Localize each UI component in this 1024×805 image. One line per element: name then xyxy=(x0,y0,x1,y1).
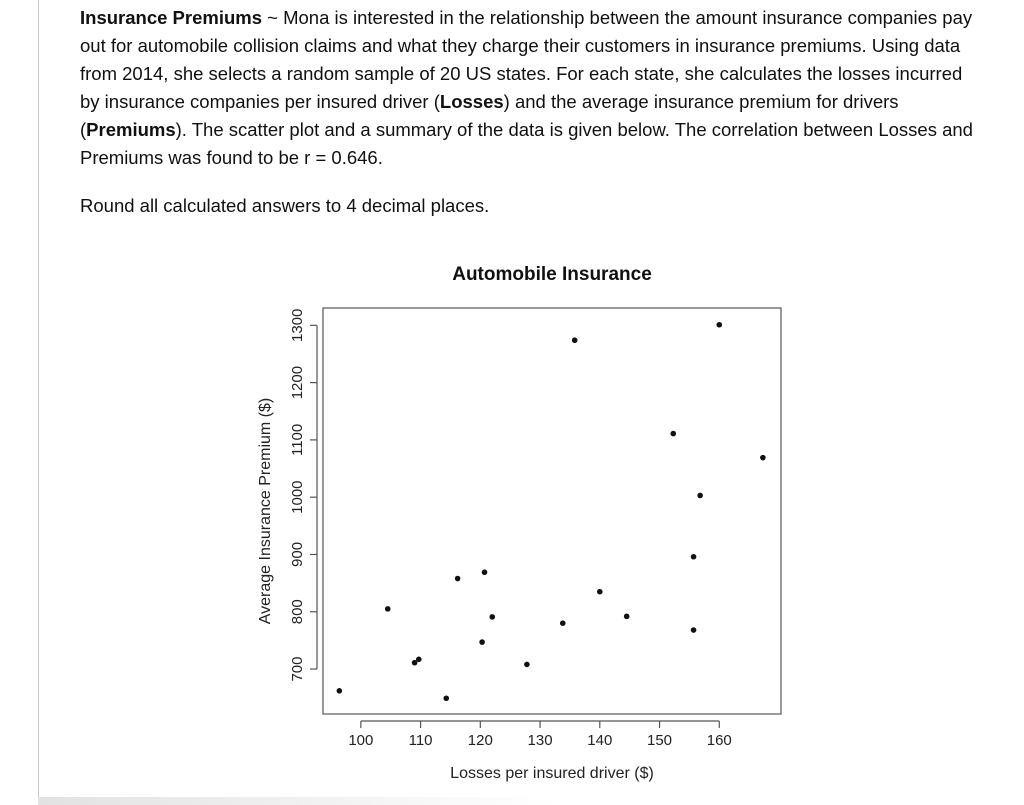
y-tick-label: 700 xyxy=(289,656,306,682)
data-point xyxy=(416,656,422,662)
y-tick-label: 1300 xyxy=(289,308,306,343)
question-text-part-2: ) and the average insurance premium for drivers ( xyxy=(80,91,899,140)
data-point xyxy=(455,576,461,582)
chart-title: Automobile Insurance xyxy=(452,264,652,285)
x-tick-label: 160 xyxy=(706,732,732,749)
x-axis xyxy=(348,721,731,749)
question-text-part-1: Mona is interested in the relationship between the amount insurance companies pay out for automobile collision claims and what they charge their customers in insurance premiums. Using data from 2014, she selects a random sample of 20 US states. For each state, she calculates the losses incurred by insurance companies per insured driver ( xyxy=(80,7,973,112)
data-point xyxy=(597,589,603,595)
x-axis-label: Losses per insured driver ($) xyxy=(450,765,654,782)
data-point xyxy=(560,620,566,626)
losses-term: Losses xyxy=(439,91,504,112)
data-point xyxy=(482,569,488,575)
question-text-part-3: ). The scatter plot and a summary of the data is given below. The correlation between Losses and Premiums was found to be r = 0.646. xyxy=(80,119,973,168)
x-tick-label: 130 xyxy=(527,732,553,749)
data-point xyxy=(716,322,722,328)
data-point xyxy=(337,688,343,694)
data-point xyxy=(670,431,676,437)
data-point xyxy=(697,493,703,499)
premiums-term: Premiums xyxy=(86,119,176,140)
data-point xyxy=(572,337,578,343)
rounding-note: Round all calculated answers to 4 decimal places. xyxy=(80,195,490,216)
y-axis-label: Average Insurance Premium ($) xyxy=(257,397,274,625)
x-tick-label: 100 xyxy=(348,732,374,749)
data-point xyxy=(524,662,530,668)
data-point xyxy=(624,614,630,620)
data-point xyxy=(479,639,485,645)
y-tick-label: 900 xyxy=(289,541,306,567)
y-tick-label: 1000 xyxy=(289,480,306,514)
data-point xyxy=(443,695,449,701)
data-point xyxy=(760,455,766,461)
x-tick-label: 140 xyxy=(587,732,613,749)
question-title: Insurance Premiums xyxy=(80,7,262,28)
x-tick-label: 150 xyxy=(647,732,673,749)
x-tick-label: 120 xyxy=(467,732,493,749)
y-tick-label: 1100 xyxy=(289,423,306,457)
title-separator: ~ xyxy=(262,7,284,28)
plot-frame xyxy=(323,308,781,714)
data-point xyxy=(385,606,391,612)
data-point xyxy=(691,627,697,633)
data-points xyxy=(337,322,766,701)
y-tick-label: 800 xyxy=(289,599,306,625)
x-tick-label: 110 xyxy=(408,732,433,749)
y-axis xyxy=(289,309,317,682)
y-tick-label: 1200 xyxy=(289,365,306,400)
data-point xyxy=(489,614,495,620)
data-point xyxy=(691,554,697,560)
